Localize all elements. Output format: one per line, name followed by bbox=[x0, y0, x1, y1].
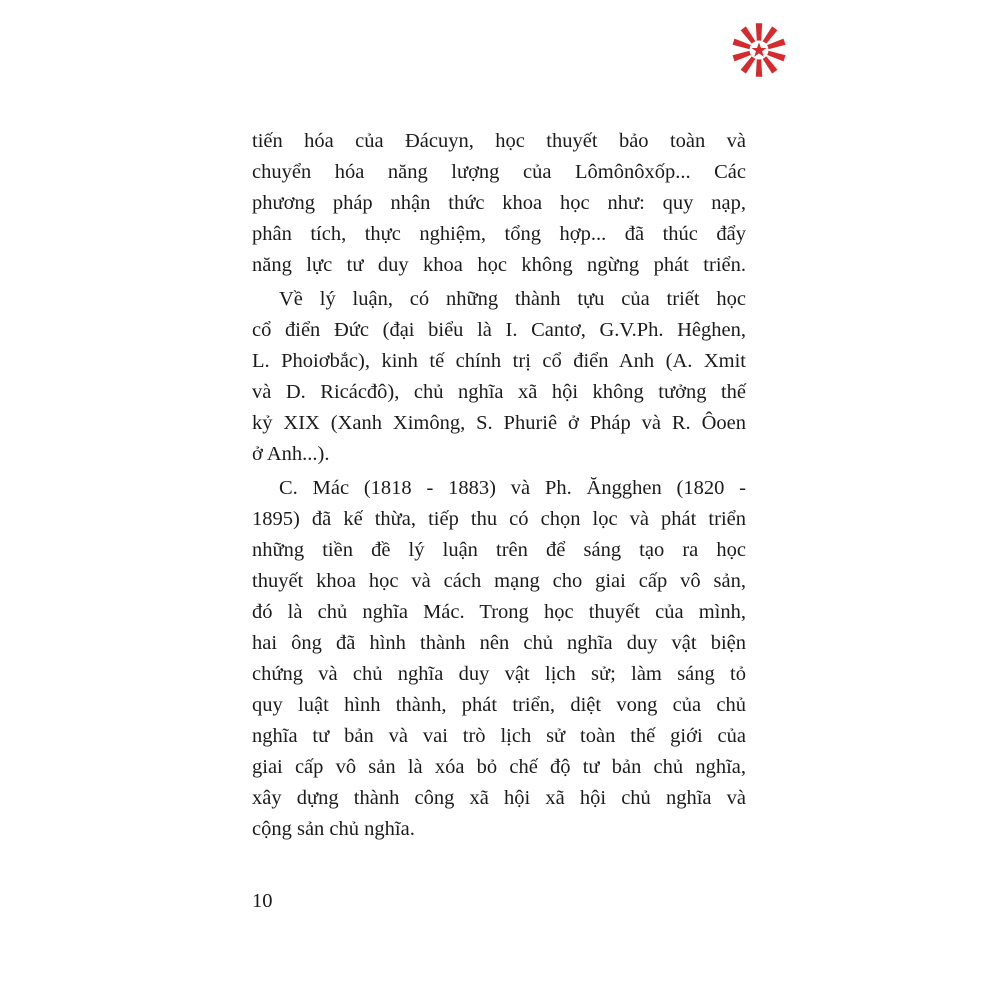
text-line: L. Phoiơbắc), kinh tế chính trị cổ điển Anh (A. Xmit bbox=[252, 350, 746, 372]
text-line: 1895) đã kế thừa, tiếp thu có chọn lọc và phát triển bbox=[252, 508, 746, 530]
text-line: phương pháp nhận thức khoa học như: quy nạp, bbox=[252, 192, 746, 214]
text-line: xây dựng thành công xã hội xã hội chủ nghĩa và bbox=[252, 787, 746, 809]
logo-petal bbox=[741, 26, 756, 44]
text-line: phân tích, thực nghiệm, tổng hợp... đã thúc đẩy bbox=[252, 223, 746, 245]
logo-petal bbox=[756, 59, 762, 77]
logo-petal bbox=[733, 39, 752, 50]
text-line: thuyết khoa học và cách mạng cho giai cấp vô sản, bbox=[252, 570, 746, 592]
text-line: chuyển hóa năng lượng của Lômônôxốp... Các bbox=[252, 161, 746, 183]
paragraph-1 bbox=[252, 126, 746, 281]
logo-petal bbox=[762, 56, 777, 74]
text-line: quy luật hình thành, phát triển, diệt vong của chủ bbox=[252, 694, 746, 716]
text-line: chứng và chủ nghĩa duy vật lịch sử; làm sáng tỏ bbox=[252, 663, 746, 685]
text-line: C. Mác (1818 - 1883) và Ph. Ăngghen (1820 - bbox=[279, 477, 746, 499]
text-line: nghĩa tư bản và vai trò lịch sử toàn thế giới của bbox=[252, 725, 746, 747]
star-burst-logo-icon bbox=[730, 20, 788, 78]
text-line: đó là chủ nghĩa Mác. Trong học thuyết của mình, bbox=[252, 601, 746, 623]
text-line: cộng sản chủ nghĩa. bbox=[252, 818, 415, 840]
logo-petal bbox=[741, 56, 756, 74]
text-line: và D. Ricácđô), chủ nghĩa xã hội không tưởng thế bbox=[252, 381, 746, 403]
text-line: kỷ XIX (Xanh Ximông, S. Phuriê ở Pháp và R. Ôoen bbox=[252, 412, 746, 434]
paragraph-3 bbox=[252, 473, 746, 845]
text-line: hai ông đã hình thành nên chủ nghĩa duy vật biện bbox=[252, 632, 746, 654]
text-line: Về lý luận, có những thành tựu của triết học bbox=[279, 288, 746, 310]
logo-petal bbox=[733, 51, 752, 62]
text-line: những tiền đề lý luận trên để sáng tạo ra học bbox=[252, 539, 746, 561]
body-text bbox=[252, 126, 746, 845]
logo-petal bbox=[762, 26, 777, 44]
logo-petal bbox=[756, 23, 762, 41]
text-line: ở Anh...). bbox=[252, 443, 330, 465]
text-line: năng lực tư duy khoa học không ngừng phát triển. bbox=[252, 254, 746, 276]
logo-petal bbox=[767, 51, 786, 62]
text-line: tiến hóa của Đácuyn, học thuyết bảo toàn và bbox=[252, 130, 746, 152]
text-line: giai cấp vô sản là xóa bỏ chế độ tư bản chủ nghĩa, bbox=[252, 756, 746, 778]
page-number: 10 bbox=[252, 890, 273, 912]
text-line: cổ điển Đức (đại biểu là I. Cantơ, G.V.Ph. Hêghen, bbox=[252, 319, 746, 341]
paragraph-2 bbox=[252, 284, 746, 470]
logo-petal bbox=[767, 39, 786, 50]
